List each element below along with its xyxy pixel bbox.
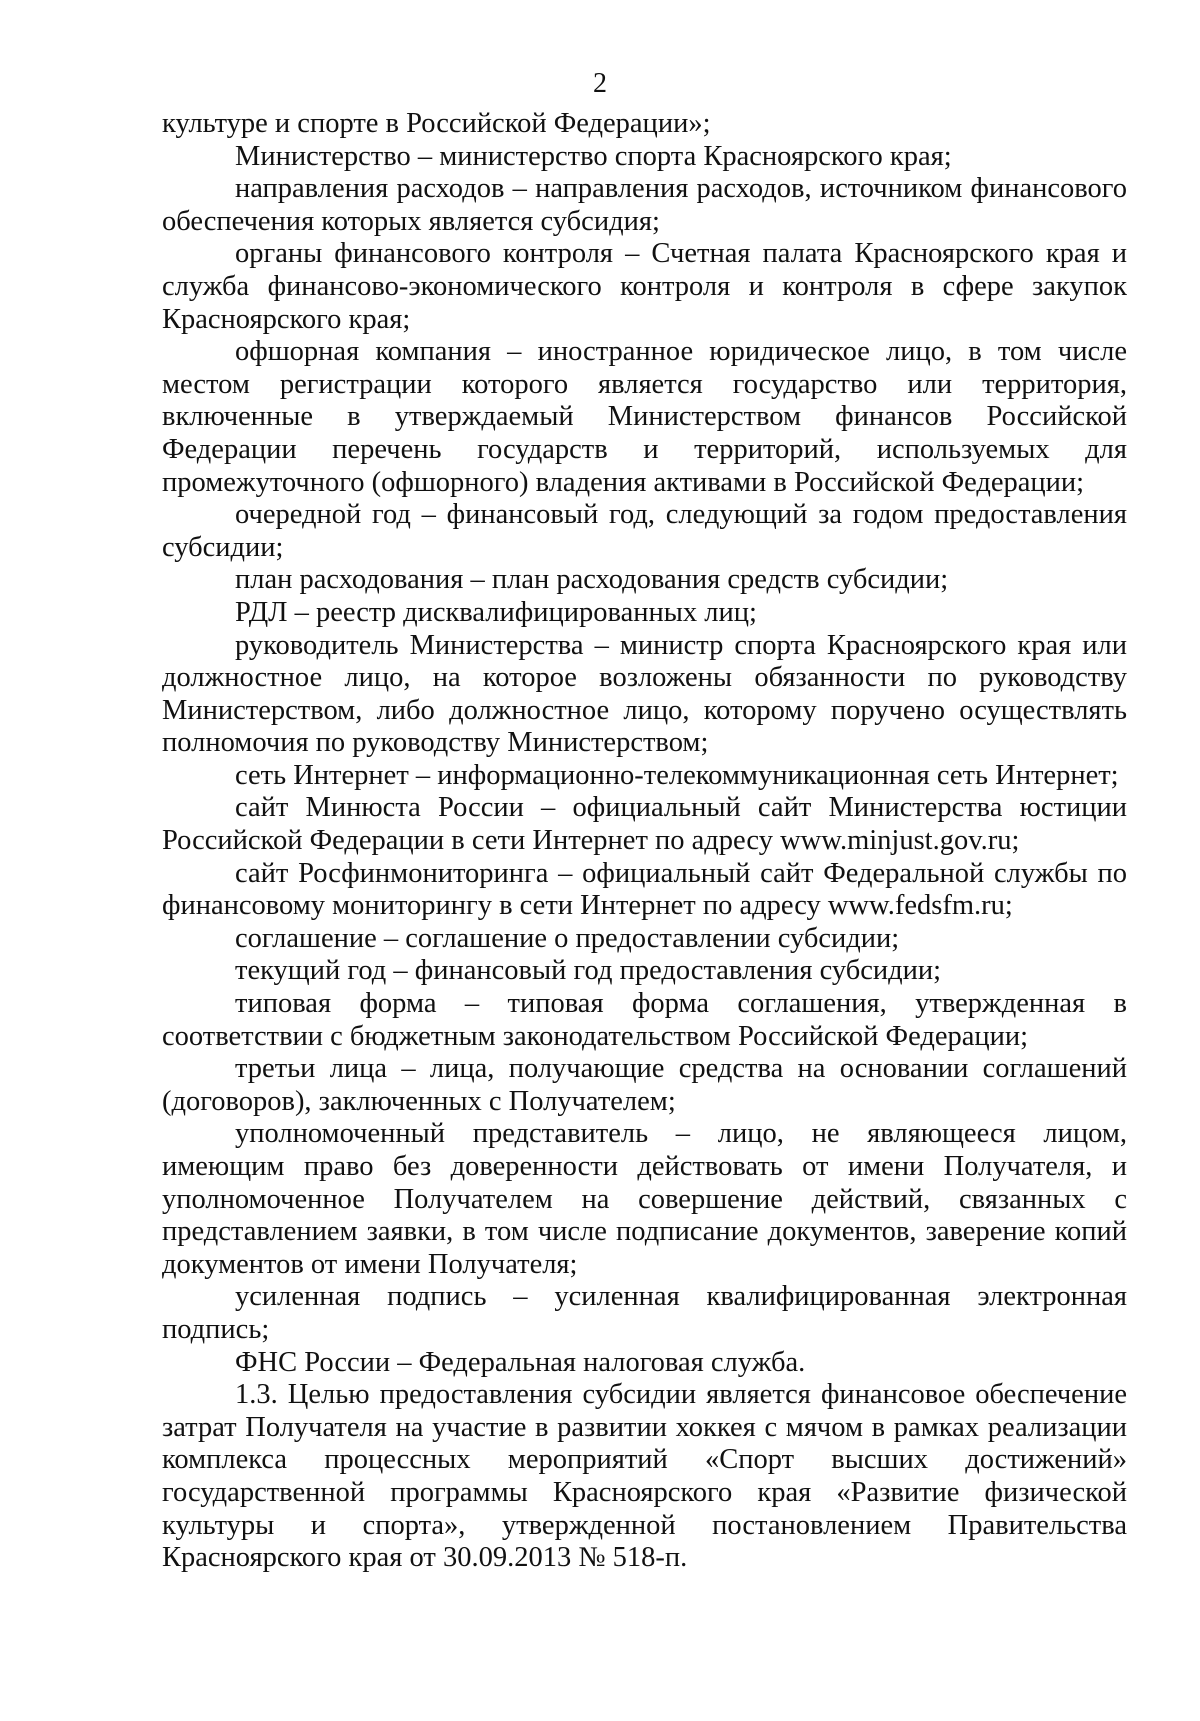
definition-expense-directions: направления расходов – направления расходов, источником финансового обеспечения которых является субсидия; [162,173,1127,237]
definition-spending-plan: план расходования – план расходования средств субсидии; [235,564,949,596]
definition-enhanced-signature: усиленная подпись – усиленная квалифицированная электронная подпись; [162,1281,1127,1345]
definition-ministry-head: руководитель Министерства – министр спорта Красноярского края или должностное лицо, на которое возложены обязанности по руководству Министерством, либо должностное лицо, которому поручено осуществлять полномочия по руководству Министерством; [162,629,1127,759]
definition-internet: сеть Интернет – информационно-телекоммуникационная сеть Интернет; [235,759,1119,791]
definition-rosfinmonitoring-site: сайт Росфинмониторинга – официальный сайт Федеральной службы по финансовому мониторингу в сети Интернет по адресу www.fedsfm.ru; [162,857,1127,922]
paragraph-continuation: культуре и спорте в Российской Федерации»; [162,108,711,139]
definition-fns: ФНС России – Федеральная налоговая служба. [235,1346,806,1378]
definition-financial-control-bodies: органы финансового контроля – Счетная палата Красноярского края и служба финансово-экономического контроля и контроля в сфере закупок Красноярского края; [162,238,1127,335]
definition-minjust-site: сайт Минюста России – официальный сайт Министерства юстиции Российской Федерации в сети Интернет по адресу www.minjust.gov.ru; [162,792,1127,857]
clause-1-3: 1.3. Целью предоставления субсидии является финансовое обеспечение затрат Получателя на участие в развитии хоккея с мячом в рамках реализации комплекса процессных мероприятий «Спорт высших достижений» государственной программы Красноярского края «Развитие физической культуры и спорта», утвержденной постановлением Правительства Красноярского края от 30.09.2013 № 518-п. [162,1379,1127,1574]
definition-third-parties: третьи лица – лица, получающие средства на основании соглашений (договоров), заключенных с Получателем; [162,1053,1127,1117]
definition-offshore-company: офшорная компания – иностранное юридическое лицо, в том числе местом регистрации которого является государство или территория, включенные в утверждаемый Министерством финансов Российской Федерации перечень государств и территорий, используемых для промежуточного (офшорного) владения активами в Российской Федерации; [162,336,1127,498]
definition-rdl: РДЛ – реестр дисквалифицированных лиц; [235,596,757,628]
definition-standard-form: типовая форма – типовая форма соглашения, утвержденная в соответствии с бюджетным законодательством Российской Федерации; [162,988,1127,1052]
document-body [162,108,1127,1575]
definition-authorized-representative: уполномоченный представитель – лицо, не являющееся лицом, имеющим право без доверенности действовать от имени Получателя, и уполномоченное Получателем на совершение действий, связанных с представлением заявки, в том числе подписание документов, заверение копий документов от имени Получателя; [162,1118,1127,1280]
definition-current-year: текущий год – финансовый год предоставления субсидии; [235,955,942,987]
definition-ministry: Министерство – министерство спорта Красноярского края; [235,140,952,172]
definition-next-year: очередной год – финансовый год, следующий за годом предоставления субсидии; [162,499,1127,563]
page-number: 2 [593,68,607,99]
definition-agreement: соглашение – соглашение о предоставлении субсидии; [235,922,900,954]
